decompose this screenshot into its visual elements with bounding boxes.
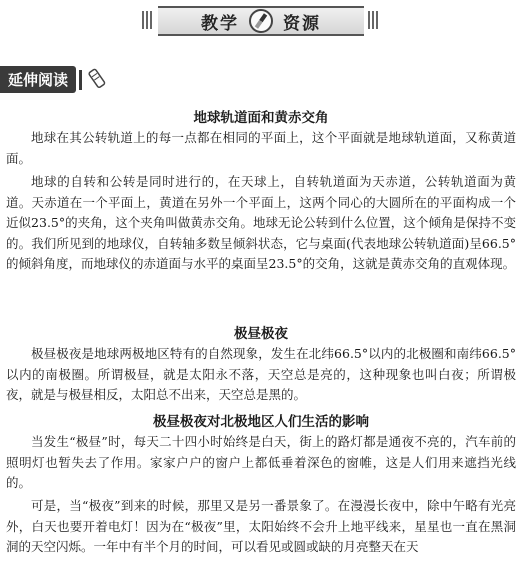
article-title-2: 极昼极夜 <box>234 326 288 342</box>
compass-icon <box>249 9 273 33</box>
paragraph-3: 极昼极夜是地球两极地区特有的自然现象，发生在北纬66.5°以内的北极圈和南纬66.5°以内的南极圈。所谓极昼，就是太阳永不落，天空总是亮的，这种现象也叫白夜；所谓极夜，就是与极昼相反，太阳总不出来，天空总是黑的。 <box>6 346 516 402</box>
header-banner <box>158 6 364 36</box>
section-header <box>0 66 110 93</box>
banner-right-text: 资源 <box>283 13 321 34</box>
paragraph-1: 地球在其公转轨道上的每一点都在相同的平面上，这个平面就是地球轨道面，又称黄道面。 <box>6 130 516 166</box>
book-icon <box>86 68 110 92</box>
paragraph-2: 地球的自转和公转是同时进行的，在天球上，自转轨道面为天赤道，公转轨道面为黄道。天赤道在一个平面上，黄道在另外一个平面上，这两个同心的大圆所在的平面构成一个近似23.5°的夹角，这个夹角叫做黄赤交角。地球无论公转到什么位置，这个倾角是保持不变的。我们所见到的地球仪，自转轴多数呈倾斜状态，它与桌面(代表地球公转轨道面)呈66.5°的倾斜角度，而地球仪的赤道面与水平的桌面呈23.5°的交角，这就是黄赤交角的直观体现。 <box>6 174 516 271</box>
banner-left-text: 教学 <box>201 13 239 34</box>
section-label: 延伸阅读 <box>0 66 76 93</box>
article-title-3: 极昼极夜对北极地区人们生活的影响 <box>153 414 369 430</box>
paragraph-4: 当发生“极昼”时，每天二十四小时始终是白天，街上的路灯都是通夜不亮的，汽车前的照明灯也暂失去了作用。家家户户的窗户上都低垂着深色的窗帷，这是人们用来遮挡光线的。 <box>6 434 516 490</box>
paragraph-5: 可是，当“极夜”到来的时候，那里又是另一番景象了。在漫漫长夜中，除中午略有光亮外，白天也要开着电灯！因为在“极夜”里，太阳始终不会升上地平线来，星星也一直在黑洞洞的天空闪烁。一年中有半个月的时间，可以看见或圆或缺的月亮整天在天 <box>6 498 516 554</box>
article-title-1: 地球轨道面和黄赤交角 <box>193 110 329 126</box>
section-divider <box>79 70 82 90</box>
